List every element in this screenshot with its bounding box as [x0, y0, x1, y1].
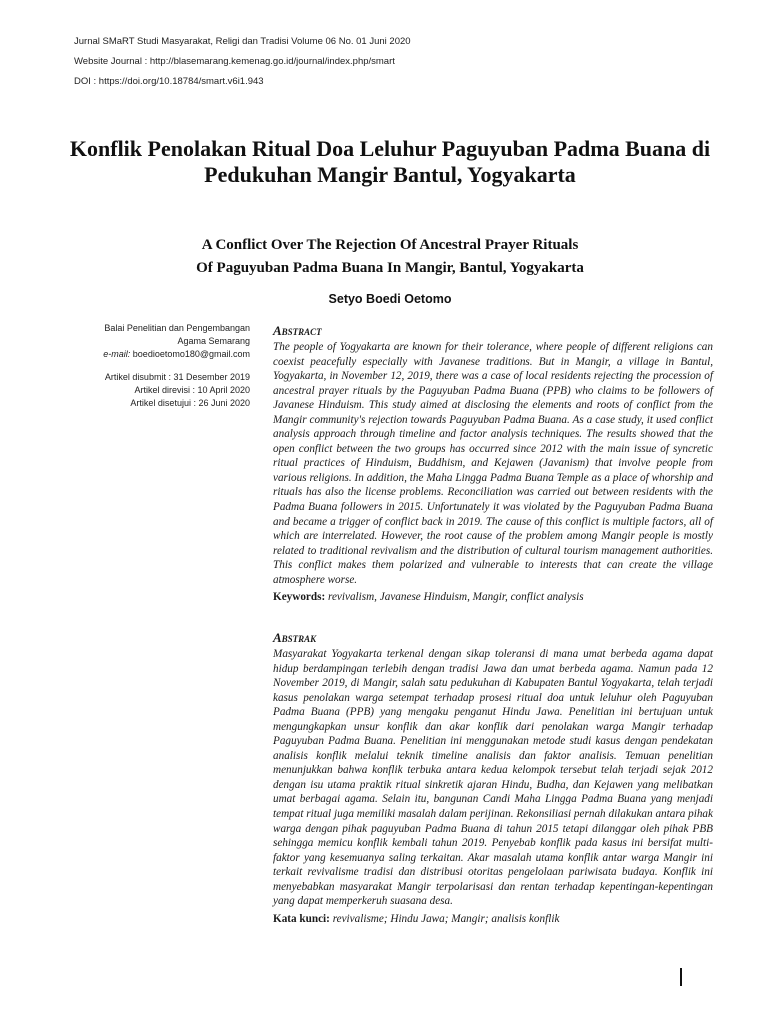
email-address[interactable]: boedioetomo180@gmail.com: [132, 349, 250, 359]
keywords-label: Keywords:: [273, 591, 326, 604]
doi-line[interactable]: DOI : https://doi.org/10.18784/smart.v6i1.943: [74, 76, 264, 87]
date-accepted: Artikel disetujui : 26 Juni 2020: [130, 398, 250, 408]
kata-kunci-label: Kata kunci:: [273, 912, 330, 925]
page-marker: [680, 968, 682, 986]
date-submitted: Artikel disubmit : 31 Desember 2019: [104, 372, 250, 382]
article-title: Konflik Penolakan Ritual Doa Leluhur Paguyuban Padma Buana di Pedukuhan Mangir Bantul, Yogyakarta: [69, 136, 711, 187]
abstract-english: [273, 323, 713, 605]
date-revised: Artikel direvisi : 10 April 2020: [134, 385, 250, 395]
email-label: e-mail:: [103, 349, 131, 359]
affiliation-line-2: Agama Semarang: [177, 336, 250, 346]
subtitle-line-1: A Conflict Over The Rejection Of Ancestral Prayer Rituals: [201, 237, 579, 253]
article-subtitle: [90, 234, 690, 280]
author-name: Setyo Boedi Oetomo: [328, 292, 452, 306]
journal-info-line: Jurnal SMaRT Studi Masyarakat, Religi dan Tradisi Volume 06 No. 01 Juni 2020: [74, 36, 411, 47]
affiliation-line-1: Balai Penelitian dan Pengembangan: [104, 323, 250, 333]
abstract-heading: Abstract: [273, 323, 322, 338]
abstract-body: The people of Yogyakarta are known for their tolerance, where people of different religions can coexist peacefully especially with Javanese traditions. But in Mangir, a village in Bantul, Yogyakarta, in November 12, 2019, there was a case of local residents rejecting the procession of ancestral prayer rituals by the Paguyuban Padma Buana (PPB) who claims to be followers of Javanese Hinduism. This study aimed at disclosing the elements and roots of conflict from the Mangir community's rejection towards Paguyuban Padma Buana. As a case study, it used conflict analysis approach through timeline and factor analysis techniques. The results showed that the open conflict between the two groups has occurred since 2012 with the main issue of syncretic ritual practices of Hinduism, Buddhism, and Kejawen (Javanism) that involve people from various religions. In addition, the Maha Lingga Padma Buana Temple as a place of whorship and rituals has also the license problems. Reconciliation was carried out between residents with the Padma Buana followers in 2015. Unfortunately it was violated by the Paguyuban Padma Buana and became a trigger of conflict back in 2019. The cause of this conflict is multiple factors, all of which are interrelated. However, the root cause of the problem among Mangir people is mostly related to traditional revivalism and the distribution of cultural tourism management authorities. This conflict makes them polarized and vulnerable to interests that can create the village atmosphere worse.: [273, 341, 713, 586]
kata-kunci-row: [273, 911, 713, 927]
kata-kunci-value: revivalisme; Hindu Jawa; Mangir; analisis konflik: [332, 912, 560, 925]
website-line[interactable]: Website Journal : http://blasemarang.kemenag.go.id/journal/index.php/smart: [74, 56, 395, 67]
keywords-value: revivalism, Javanese Hinduism, Mangir, conflict analysis: [328, 591, 584, 604]
subtitle-line-2: Of Paguyuban Padma Buana In Mangir, Bantul, Yogyakarta: [196, 260, 584, 276]
abstrak-body: Masyarakat Yogyakarta terkenal dengan sikap toleransi di mana umat berbeda agama dapat hidup berdampingan terlebih dengan tradisi Jawa dan umat berbeda agama. Namun pada 12 November 2019, di Mangir, salah satu pedukuhan di Kabupaten Bantul Yogyakarta, telah terjadi kasus penolakan warga setempat terhadap prosesi ritual doa untuk leluhur oleh Paguyuban Padma Buana (PPB) yang mengaku penganut Hindu Jawa. Penelitian ini bertujuan untuk mengungkapkan unsur konflik dan akar konflik dari penolakan warga Mangir terhadap Paguyuban Padma Buana. Penelitian ini menggunakan metode studi kasus dengan pendekatan analisis konflik melalui teknik timeline analisis dan faktor analisis. Temuan penelitian menunjukkan bahwa konflik terbuka antara kedua kelompok tersebut telah terjadi sejak 2012 dengan isu utama praktik ritual sinkretik ajaran Hindu, Budha, dan Kejawen yang melibatkan umat berbagai agama. Selain itu, bangunan Candi Maha Lingga Padma Buana yang menjadi tempat ritual juga memiliki masalah dalam perijinan. Rekonsiliasi pernah dilakukan antara pihak warga dengan pihak paguyuban Padma Buana di tahun 2015 tetapi dilanggar oleh pihak PBB sehingga memicu konflik kembali tahun 2019. Penyebab konflik pada kasus ini bersifat multi-faktor yang kesemuanya saling terkaitan. Akar masalah utama konflik antar warga Mangir ini terkait revivalisme tradisi dan distribusi otoritas pengelolaan pariwisata budaya. Konflik ini menyebabkan masyarakat Mangir terpolarisasi dan rentan terhadap kepentingan-kepentingan yang dapat memperkeruh suasana desa.: [273, 648, 713, 908]
keywords-row: [273, 589, 713, 605]
email-row: [40, 348, 250, 361]
abstrak-heading: Abstrak: [273, 630, 317, 645]
journal-header: [74, 32, 411, 92]
abstrak-indonesian: [273, 630, 713, 927]
article-sidebar: [40, 322, 250, 410]
